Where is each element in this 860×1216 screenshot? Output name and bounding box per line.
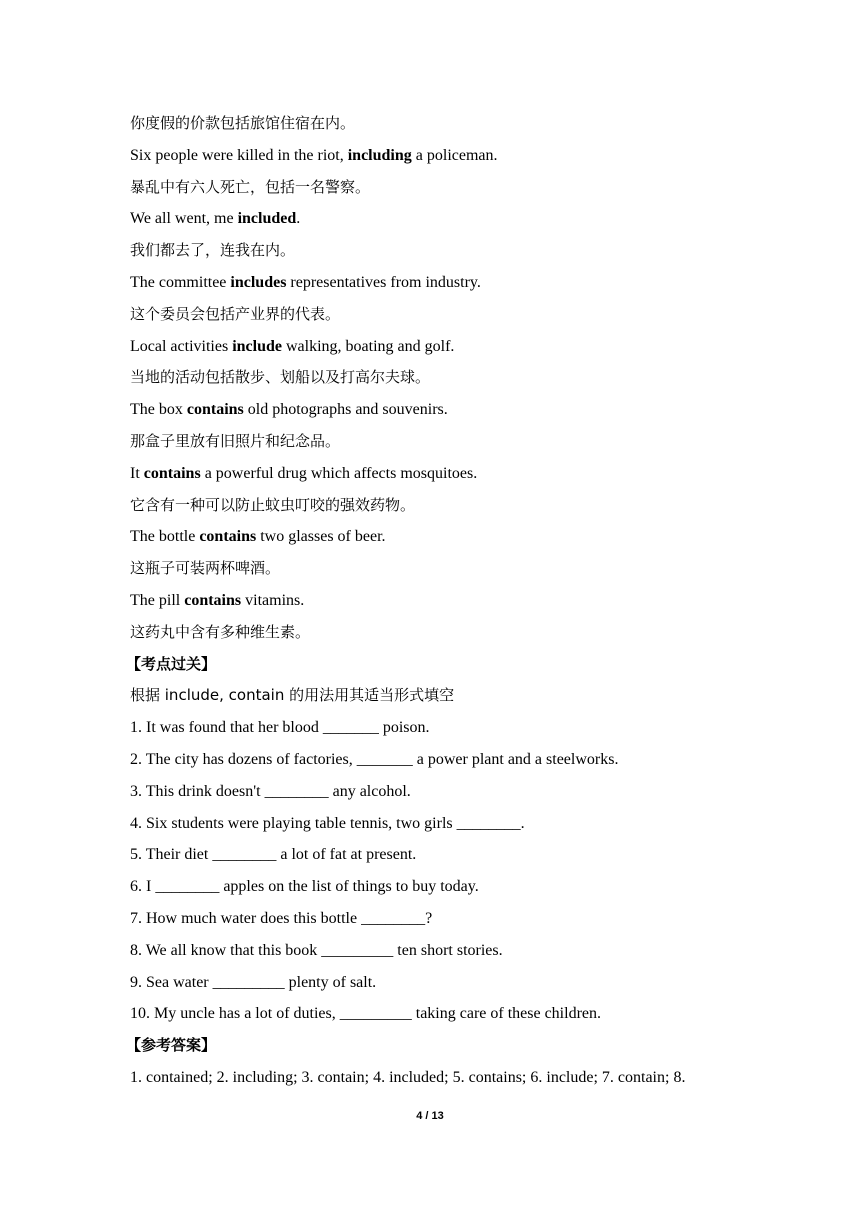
- keyword: contains: [199, 528, 257, 546]
- keyword: included: [237, 210, 297, 228]
- exercise-item: 3. This drink doesn't ________ any alcohol.: [130, 782, 411, 800]
- exercise-item: 1. It was found that her blood _______ poison.: [130, 719, 430, 737]
- exercise-item: 2. The city has dozens of factories, _______ a power plant and a steelworks.: [130, 750, 619, 768]
- page-content: [126, 108, 750, 1094]
- example-sentence: The committee includes representatives from industry.: [130, 273, 481, 291]
- exercise-heading: 【考点过关】: [126, 654, 217, 673]
- example-sentence: Six people were killed in the riot, including a policeman.: [130, 146, 498, 164]
- example-sentence: We all went, me included.: [130, 210, 301, 228]
- keyword: contains: [186, 401, 244, 419]
- exercise-item: 4. Six students were playing table tennis, two girls ________.: [130, 814, 525, 832]
- keyword: include: [232, 337, 282, 355]
- keyword: includes: [230, 273, 287, 291]
- example-sentence: Local activities include walking, boating and golf.: [130, 337, 455, 355]
- chinese-translation: 那盒子里放有旧照片和纪念品。: [130, 431, 341, 450]
- chinese-translation: 暴乱中有六人死亡，包括一名警察。: [130, 177, 371, 196]
- chinese-translation: 当地的活动包括散步、划船以及打高尔夫球。: [130, 368, 431, 387]
- exercise-item: 10. My uncle has a lot of duties, _________ taking care of these children.: [130, 1005, 601, 1023]
- chinese-translation: 这药丸中含有多种维生素。: [130, 622, 311, 641]
- answers-heading: 【参考答案】: [126, 1036, 217, 1055]
- example-sentence: The box contains old photographs and souvenirs.: [130, 401, 448, 419]
- chinese-translation: 这个委员会包括产业界的代表。: [130, 304, 341, 323]
- example-sentence: It contains a powerful drug which affects mosquitoes.: [130, 464, 478, 482]
- keyword: contains: [143, 464, 201, 482]
- exercise-item: 9. Sea water _________ plenty of salt.: [130, 973, 377, 991]
- page-number: 4 / 13: [416, 1110, 444, 1122]
- keyword: including: [347, 146, 412, 164]
- keyword: contains: [184, 591, 242, 609]
- chinese-translation: 你度假的价款包括旅馆住宿在内。: [130, 114, 356, 132]
- exercise-instruction: 根据 include, contain 的用法用其适当形式填空: [130, 686, 455, 705]
- exercise-item: 7. How much water does this bottle ________?: [130, 909, 433, 927]
- example-sentence: The bottle contains two glasses of beer.: [130, 528, 386, 546]
- exercise-item: 8. We all know that this book _________ ten short stories.: [130, 941, 503, 959]
- exercise-item: 5. Their diet ________ a lot of fat at present.: [130, 846, 417, 864]
- exercise-item: 6. I ________ apples on the list of things to buy today.: [130, 878, 479, 896]
- chinese-translation: 我们都去了，连我在内。: [130, 241, 296, 260]
- answers-text: 1. contained; 2. including; 3. contain; 4. included; 5. contains; 6. include; 7. contain; 8.: [130, 1068, 686, 1086]
- chinese-translation: 它含有一种可以防止蚊虫叮咬的强效药物。: [130, 495, 416, 514]
- chinese-translation: 这瓶子可装两杯啤酒。: [130, 559, 281, 578]
- example-sentence: The pill contains vitamins.: [130, 591, 305, 609]
